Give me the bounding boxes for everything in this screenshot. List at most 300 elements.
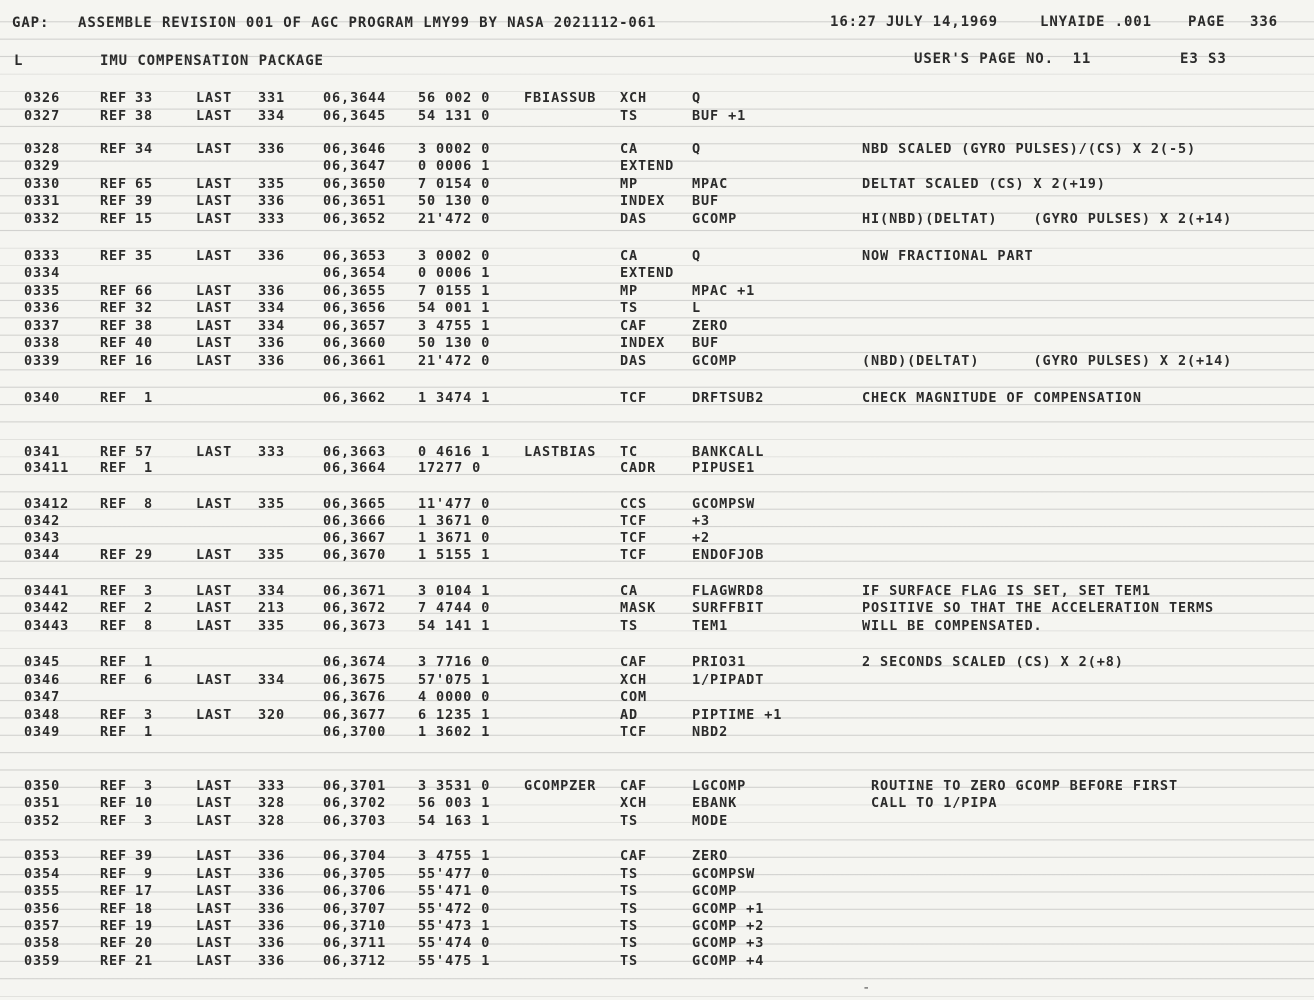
address: 06,3676 — [323, 689, 387, 705]
users-page-number: USER'S PAGE NO. 11 — [914, 51, 1092, 67]
opcode: EXTEND — [620, 158, 675, 174]
line-number: 03411 — [24, 460, 70, 476]
ref-count: 29 — [134, 547, 153, 563]
ref-count: 19 — [134, 918, 153, 934]
ref-label: REF — [100, 918, 128, 934]
operand: +2 — [692, 530, 711, 546]
last-page: 334 — [258, 318, 286, 334]
last-label: LAST — [196, 583, 233, 599]
listing-row — [0, 283, 1314, 299]
ref-label: REF — [100, 935, 128, 951]
ref-count: 21 — [134, 953, 153, 969]
opcode: XCH — [620, 672, 648, 688]
listing-row — [0, 530, 1314, 546]
last-page: 334 — [258, 300, 286, 316]
line-number: 0349 — [24, 724, 61, 740]
operand: DRFTSUB2 — [692, 390, 765, 406]
last-label: LAST — [196, 848, 233, 864]
listing-row — [0, 918, 1314, 934]
opcode: DAS — [620, 211, 648, 227]
address: 06,3663 — [323, 444, 387, 460]
last-page: 328 — [258, 795, 286, 811]
comment: (NBD)(DELTAT) (GYRO PULSES) X 2(+14) — [862, 353, 1233, 369]
address: 06,3672 — [323, 600, 387, 616]
ref-label: REF — [100, 141, 128, 157]
octal-code: 3 7716 0 — [418, 654, 491, 670]
listing-row — [0, 193, 1314, 209]
listing-row — [0, 265, 1314, 281]
comment: CALL TO 1/PIPA — [862, 795, 998, 811]
last-label: LAST — [196, 283, 233, 299]
opcode: MP — [620, 283, 639, 299]
address: 06,3710 — [323, 918, 387, 934]
line-number: 0350 — [24, 778, 61, 794]
ref-label: REF — [100, 390, 128, 406]
ref-label: REF — [100, 953, 128, 969]
opcode: XCH — [620, 795, 648, 811]
listing-row — [0, 883, 1314, 899]
last-page: 335 — [258, 496, 286, 512]
ref-label: REF — [100, 672, 128, 688]
ref-count: 17 — [134, 883, 153, 899]
octal-code: 57'075 1 — [418, 672, 491, 688]
ref-count: 39 — [134, 193, 153, 209]
line-number: 0332 — [24, 211, 61, 227]
operand: Q — [692, 90, 702, 106]
line-number: 0335 — [24, 283, 61, 299]
line-number: 0337 — [24, 318, 61, 334]
operand: NBD2 — [692, 724, 729, 740]
last-page: 335 — [258, 547, 286, 563]
address: 06,3660 — [323, 335, 387, 351]
comment: NOW FRACTIONAL PART — [862, 248, 1034, 264]
last-label: LAST — [196, 547, 233, 563]
listing-row — [0, 707, 1314, 723]
octal-code: 1 3671 0 — [418, 530, 491, 546]
page-tick-mark: - — [862, 980, 871, 996]
last-page: 336 — [258, 883, 286, 899]
comment: NBD SCALED (GYRO PULSES)/(CS) X 2(-5) — [862, 141, 1197, 157]
listing-row — [0, 848, 1314, 864]
octal-code: 3 4755 1 — [418, 318, 491, 334]
operand: SURFFBIT — [692, 600, 765, 616]
octal-code: 56 003 1 — [418, 795, 491, 811]
octal-code: 0 0006 1 — [418, 158, 491, 174]
ref-label: REF — [100, 724, 128, 740]
listing-row — [0, 618, 1314, 634]
symbol-label: FBIASSUB — [524, 90, 597, 106]
operand: BUF — [692, 193, 720, 209]
octal-code: 54 001 1 — [418, 300, 491, 316]
listing-row — [0, 513, 1314, 529]
address: 06,3701 — [323, 778, 387, 794]
address: 06,3654 — [323, 265, 387, 281]
octal-code: 55'471 0 — [418, 883, 491, 899]
operand: FLAGWRD8 — [692, 583, 765, 599]
line-number: 0328 — [24, 141, 61, 157]
last-page: 328 — [258, 813, 286, 829]
opcode: INDEX — [620, 193, 666, 209]
last-label: LAST — [196, 672, 233, 688]
timestamp: 16:27 JULY 14,1969 — [830, 14, 998, 30]
ref-count: 20 — [134, 935, 153, 951]
comment: 2 SECONDS SCALED (CS) X 2(+8) — [862, 654, 1124, 670]
line-number: 0355 — [24, 883, 61, 899]
last-label: LAST — [196, 318, 233, 334]
operand: Q — [692, 248, 702, 264]
ref-label: REF — [100, 866, 128, 882]
listing-row — [0, 300, 1314, 316]
symbol-label: LASTBIAS — [524, 444, 597, 460]
operand: TEM1 — [692, 618, 729, 634]
octal-code: 4 0000 0 — [418, 689, 491, 705]
line-number: 0357 — [24, 918, 61, 934]
last-label: LAST — [196, 193, 233, 209]
ref-count: 9 — [143, 866, 153, 882]
ref-label: REF — [100, 193, 128, 209]
line-number: 0341 — [24, 444, 61, 460]
address: 06,3650 — [323, 176, 387, 192]
line-number: 0356 — [24, 901, 61, 917]
ref-count: 8 — [143, 496, 153, 512]
octal-code: 3 0002 0 — [418, 248, 491, 264]
comment: POSITIVE SO THAT THE ACCELERATION TERMS — [862, 600, 1215, 616]
last-label: LAST — [196, 108, 233, 124]
octal-code: 55'475 1 — [418, 953, 491, 969]
ref-label: REF — [100, 813, 128, 829]
ref-count: 32 — [134, 300, 153, 316]
page-label: PAGE — [1188, 14, 1226, 30]
operand: PIPTIME +1 — [692, 707, 783, 723]
operand: LGCOMP — [692, 778, 747, 794]
last-page: 336 — [258, 918, 286, 934]
listing-row — [0, 108, 1314, 124]
operand: PRIO31 — [692, 654, 747, 670]
section-marker: L — [14, 53, 24, 69]
last-label: LAST — [196, 813, 233, 829]
address: 06,3662 — [323, 390, 387, 406]
address: 06,3656 — [323, 300, 387, 316]
ref-label: REF — [100, 583, 128, 599]
address: 06,3670 — [323, 547, 387, 563]
address: 06,3644 — [323, 90, 387, 106]
octal-code: 56 002 0 — [418, 90, 491, 106]
ref-count: 8 — [143, 618, 153, 634]
address: 06,3653 — [323, 248, 387, 264]
last-page: 331 — [258, 90, 286, 106]
ref-label: REF — [100, 901, 128, 917]
octal-code: 1 3474 1 — [418, 390, 491, 406]
operand: GCOMP +1 — [692, 901, 765, 917]
listing-row — [0, 248, 1314, 264]
opcode: TCF — [620, 390, 648, 406]
last-label: LAST — [196, 778, 233, 794]
line-number: 0342 — [24, 513, 61, 529]
ref-label: REF — [100, 547, 128, 563]
listing-row — [0, 672, 1314, 688]
operand: ZERO — [692, 848, 729, 864]
octal-code: 21'472 0 — [418, 211, 491, 227]
octal-code: 55'474 0 — [418, 935, 491, 951]
octal-code: 0 4616 1 — [418, 444, 491, 460]
page-number: 336 — [1250, 14, 1278, 30]
opcode: TS — [620, 300, 639, 316]
octal-code: 21'472 0 — [418, 353, 491, 369]
user-id: LNYAIDE .001 — [1040, 14, 1152, 30]
last-label: LAST — [196, 618, 233, 634]
ref-count: 2 — [143, 600, 153, 616]
address: 06,3702 — [323, 795, 387, 811]
address: 06,3674 — [323, 654, 387, 670]
listing-row — [0, 390, 1314, 406]
ref-count: 3 — [143, 583, 153, 599]
address: 06,3703 — [323, 813, 387, 829]
ref-count: 1 — [143, 654, 153, 670]
listing-row — [0, 460, 1314, 476]
opcode: TCF — [620, 513, 648, 529]
opcode: CAF — [620, 848, 648, 864]
operand: ZERO — [692, 318, 729, 334]
operand: +3 — [692, 513, 711, 529]
line-number: 0348 — [24, 707, 61, 723]
ref-label: REF — [100, 211, 128, 227]
last-label: LAST — [196, 918, 233, 934]
last-label: LAST — [196, 953, 233, 969]
last-label: LAST — [196, 866, 233, 882]
listing-row — [0, 689, 1314, 705]
octal-code: 54 163 1 — [418, 813, 491, 829]
operand: GCOMP — [692, 211, 738, 227]
comment: WILL BE COMPENSATED. — [862, 618, 1043, 634]
last-page: 336 — [258, 248, 286, 264]
address: 06,3646 — [323, 141, 387, 157]
line-number: 0339 — [24, 353, 61, 369]
octal-code: 1 3671 0 — [418, 513, 491, 529]
ref-count: 18 — [134, 901, 153, 917]
opcode: TC — [620, 444, 639, 460]
opcode: TS — [620, 901, 639, 917]
opcode: CA — [620, 141, 639, 157]
gap-label: GAP: — [12, 15, 50, 31]
operand: Q — [692, 141, 702, 157]
address: 06,3712 — [323, 953, 387, 969]
line-number: 03442 — [24, 600, 70, 616]
opcode: TS — [620, 918, 639, 934]
ref-count: 16 — [134, 353, 153, 369]
address: 06,3705 — [323, 866, 387, 882]
listing-row — [0, 176, 1314, 192]
opcode: MASK — [620, 600, 657, 616]
last-label: LAST — [196, 444, 233, 460]
opcode: CADR — [620, 460, 657, 476]
ref-count: 40 — [134, 335, 153, 351]
listing-row — [0, 654, 1314, 670]
opcode: TCF — [620, 530, 648, 546]
last-page: 336 — [258, 283, 286, 299]
last-page: 336 — [258, 935, 286, 951]
opcode: TS — [620, 813, 639, 829]
operand: GCOMP — [692, 883, 738, 899]
address: 06,3661 — [323, 353, 387, 369]
symbol-label: GCOMPZER — [524, 778, 597, 794]
section-code: E3 S3 — [1180, 51, 1227, 67]
package-title: IMU COMPENSATION PACKAGE — [100, 53, 324, 69]
ref-label: REF — [100, 707, 128, 723]
listing-row — [0, 778, 1314, 794]
ref-label: REF — [100, 353, 128, 369]
line-number: 0346 — [24, 672, 61, 688]
opcode: DAS — [620, 353, 648, 369]
comment: HI(NBD)(DELTAT) (GYRO PULSES) X 2(+14) — [862, 211, 1233, 227]
address: 06,3651 — [323, 193, 387, 209]
octal-code: 1 5155 1 — [418, 547, 491, 563]
octal-code: 0 0006 1 — [418, 265, 491, 281]
octal-code: 7 4744 0 — [418, 600, 491, 616]
ref-label: REF — [100, 600, 128, 616]
ref-label: REF — [100, 795, 128, 811]
octal-code: 55'477 0 — [418, 866, 491, 882]
line-number: 0340 — [24, 390, 61, 406]
last-page: 334 — [258, 672, 286, 688]
listing-row — [0, 318, 1314, 334]
line-number: 0331 — [24, 193, 61, 209]
line-number: 0352 — [24, 813, 61, 829]
line-number: 0338 — [24, 335, 61, 351]
listing-row — [0, 953, 1314, 969]
address: 06,3655 — [323, 283, 387, 299]
operand: BUF +1 — [692, 108, 747, 124]
operand: GCOMP +3 — [692, 935, 765, 951]
last-label: LAST — [196, 795, 233, 811]
listing-row — [0, 444, 1314, 460]
operand: GCOMP — [692, 353, 738, 369]
listing-row — [0, 935, 1314, 951]
ref-count: 1 — [143, 460, 153, 476]
opcode: CAF — [620, 654, 648, 670]
line-number: 0333 — [24, 248, 61, 264]
ref-label: REF — [100, 654, 128, 670]
last-page: 333 — [258, 778, 286, 794]
ref-count: 1 — [143, 724, 153, 740]
address: 06,3652 — [323, 211, 387, 227]
last-label: LAST — [196, 496, 233, 512]
listing-row — [0, 866, 1314, 882]
last-page: 336 — [258, 353, 286, 369]
line-number: 0344 — [24, 547, 61, 563]
line-number: 0347 — [24, 689, 61, 705]
ref-label: REF — [100, 778, 128, 794]
last-page: 336 — [258, 141, 286, 157]
last-label: LAST — [196, 176, 233, 192]
last-label: LAST — [196, 935, 233, 951]
ref-label: REF — [100, 444, 128, 460]
line-number: 0354 — [24, 866, 61, 882]
last-page: 213 — [258, 600, 286, 616]
address: 06,3667 — [323, 530, 387, 546]
ref-count: 6 — [143, 672, 153, 688]
comment: CHECK MAGNITUDE OF COMPENSATION — [862, 390, 1142, 406]
comment: DELTAT SCALED (CS) X 2(+19) — [862, 176, 1106, 192]
address: 06,3671 — [323, 583, 387, 599]
listing-row — [0, 583, 1314, 599]
operand: MODE — [692, 813, 729, 829]
last-label: LAST — [196, 353, 233, 369]
listing-row — [0, 158, 1314, 174]
listing-row — [0, 353, 1314, 369]
opcode: INDEX — [620, 335, 666, 351]
last-page: 336 — [258, 866, 286, 882]
last-label: LAST — [196, 335, 233, 351]
ref-count: 65 — [134, 176, 153, 192]
opcode: TS — [620, 883, 639, 899]
octal-code: 55'472 0 — [418, 901, 491, 917]
line-number: 0336 — [24, 300, 61, 316]
ref-count: 3 — [143, 778, 153, 794]
line-number: 0330 — [24, 176, 61, 192]
opcode: TS — [620, 618, 639, 634]
last-label: LAST — [196, 248, 233, 264]
opcode: AD — [620, 707, 639, 723]
operand: ENDOFJOB — [692, 547, 765, 563]
listing-row — [0, 813, 1314, 829]
address: 06,3700 — [323, 724, 387, 740]
octal-code: 7 0155 1 — [418, 283, 491, 299]
line-number: 0334 — [24, 265, 61, 281]
opcode: TS — [620, 866, 639, 882]
ref-label: REF — [100, 318, 128, 334]
comment: ROUTINE TO ZERO GCOMP BEFORE FIRST — [862, 778, 1178, 794]
line-number: 0327 — [24, 108, 61, 124]
opcode: TS — [620, 953, 639, 969]
octal-code: 6 1235 1 — [418, 707, 491, 723]
last-label: LAST — [196, 141, 233, 157]
last-page: 336 — [258, 193, 286, 209]
listing-row — [0, 547, 1314, 563]
ref-count: 15 — [134, 211, 153, 227]
octal-code: 54 131 0 — [418, 108, 491, 124]
ref-label: REF — [100, 248, 128, 264]
listing-row — [0, 496, 1314, 512]
octal-code: 3 0002 0 — [418, 141, 491, 157]
octal-code: 11'477 0 — [418, 496, 491, 512]
ref-label: REF — [100, 848, 128, 864]
last-page: 336 — [258, 901, 286, 917]
operand: BANKCALL — [692, 444, 765, 460]
ref-count: 10 — [134, 795, 153, 811]
last-label: LAST — [196, 901, 233, 917]
line-number: 0326 — [24, 90, 61, 106]
listing-row — [0, 795, 1314, 811]
last-page: 336 — [258, 848, 286, 864]
listing-row — [0, 901, 1314, 917]
ref-label: REF — [100, 90, 128, 106]
line-number: 03441 — [24, 583, 70, 599]
ref-label: REF — [100, 496, 128, 512]
listing-row — [0, 90, 1314, 106]
operand: BUF — [692, 335, 720, 351]
last-label: LAST — [196, 707, 233, 723]
last-page: 333 — [258, 211, 286, 227]
octal-code: 7 0154 0 — [418, 176, 491, 192]
listing-row — [0, 141, 1314, 157]
ref-label: REF — [100, 300, 128, 316]
address: 06,3711 — [323, 935, 387, 951]
address: 06,3706 — [323, 883, 387, 899]
last-page: 335 — [258, 618, 286, 634]
opcode: TS — [620, 108, 639, 124]
comment: IF SURFACE FLAG IS SET, SET TEM1 — [862, 583, 1151, 599]
opcode: CA — [620, 248, 639, 264]
